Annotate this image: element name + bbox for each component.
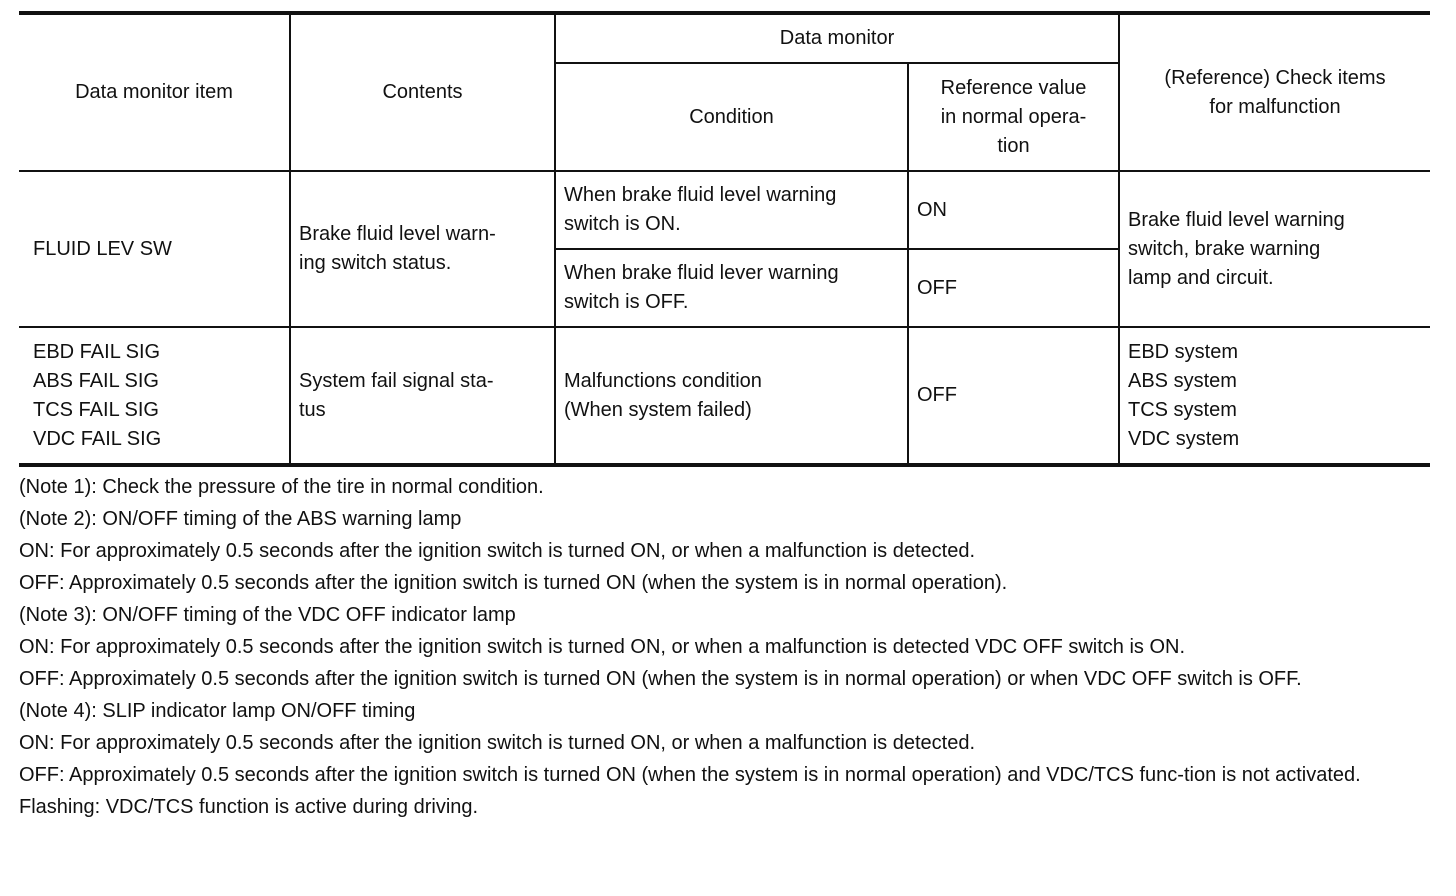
data-monitor-table-frame [19, 11, 1430, 467]
note-4-on: ON: For approximately 0.5 seconds after the ignition switch is turned ON, or when a malfunction is detected. [19, 732, 976, 754]
table-row-fail-sig [19, 327, 1430, 465]
note-2-off: OFF: Approximately 0.5 seconds after the ignition switch is turned ON (when the system is in normal operation). [19, 572, 1008, 594]
cell-check-fluid-lev: Brake fluid level warning switch, brake warning lamp and circuit. [1119, 171, 1430, 327]
note-4-off: OFF: Approximately 0.5 seconds after the ignition switch is turned ON (when the system is in normal operation) and VDC/TCS func-tion is not activated. [19, 764, 1361, 786]
header-contents: Contents [290, 13, 555, 171]
header-data-monitor-item: Data monitor item [19, 13, 290, 171]
cell-condition-fail-sig: Malfunctions condition (When system failed) [555, 327, 908, 465]
note-1: (Note 1): Check the pressure of the tire in normal condition. [19, 476, 544, 498]
cell-check-fail-sig: EBD system ABS system TCS system VDC system [1119, 327, 1430, 465]
cell-value-fail-sig: OFF [908, 327, 1119, 465]
header-condition: Condition [555, 63, 908, 171]
cell-item-fail-sig: EBD FAIL SIG ABS FAIL SIG TCS FAIL SIG VDC FAIL SIG [19, 327, 290, 465]
note-4-flashing: Flashing: VDC/TCS function is active during driving. [19, 796, 479, 818]
cell-item-fluid-lev-sw: FLUID LEV SW [19, 171, 290, 327]
table-row-fluid-lev-1 [19, 171, 1430, 249]
cell-condition-fluid-off: When brake fluid lever warning switch is OFF. [555, 249, 908, 327]
cell-value-fluid-on: ON [908, 171, 1119, 249]
note-3-off: OFF: Approximately 0.5 seconds after the ignition switch is turned ON (when the system is in normal operation) or when VDC OFF switch is OFF. [19, 668, 1302, 690]
header-row-1 [19, 13, 1430, 63]
header-check-items: (Reference) Check items for malfunction [1119, 13, 1430, 171]
cell-contents-fail-sig: System fail signal sta- tus [290, 327, 555, 465]
cell-value-fluid-off: OFF [908, 249, 1119, 327]
data-monitor-table [19, 11, 1430, 467]
note-2-title: (Note 2): ON/OFF timing of the ABS warning lamp [19, 508, 462, 530]
cell-condition-fluid-on: When brake fluid level warning switch is ON. [555, 171, 908, 249]
header-reference-value: Reference value in normal opera- tion [908, 63, 1119, 171]
cell-contents-fluid-lev: Brake fluid level warn- ing switch status. [290, 171, 555, 327]
note-2-on: ON: For approximately 0.5 seconds after the ignition switch is turned ON, or when a malfunction is detected. [19, 540, 976, 562]
note-3-title: (Note 3): ON/OFF timing of the VDC OFF indicator lamp [19, 604, 516, 626]
note-3-on: ON: For approximately 0.5 seconds after the ignition switch is turned ON, or when a malfunction is detected VDC OFF switch is ON. [19, 636, 1186, 658]
notes-section [19, 474, 1430, 826]
note-4-title: (Note 4): SLIP indicator lamp ON/OFF timing [19, 700, 416, 722]
header-data-monitor: Data monitor [555, 13, 1119, 63]
